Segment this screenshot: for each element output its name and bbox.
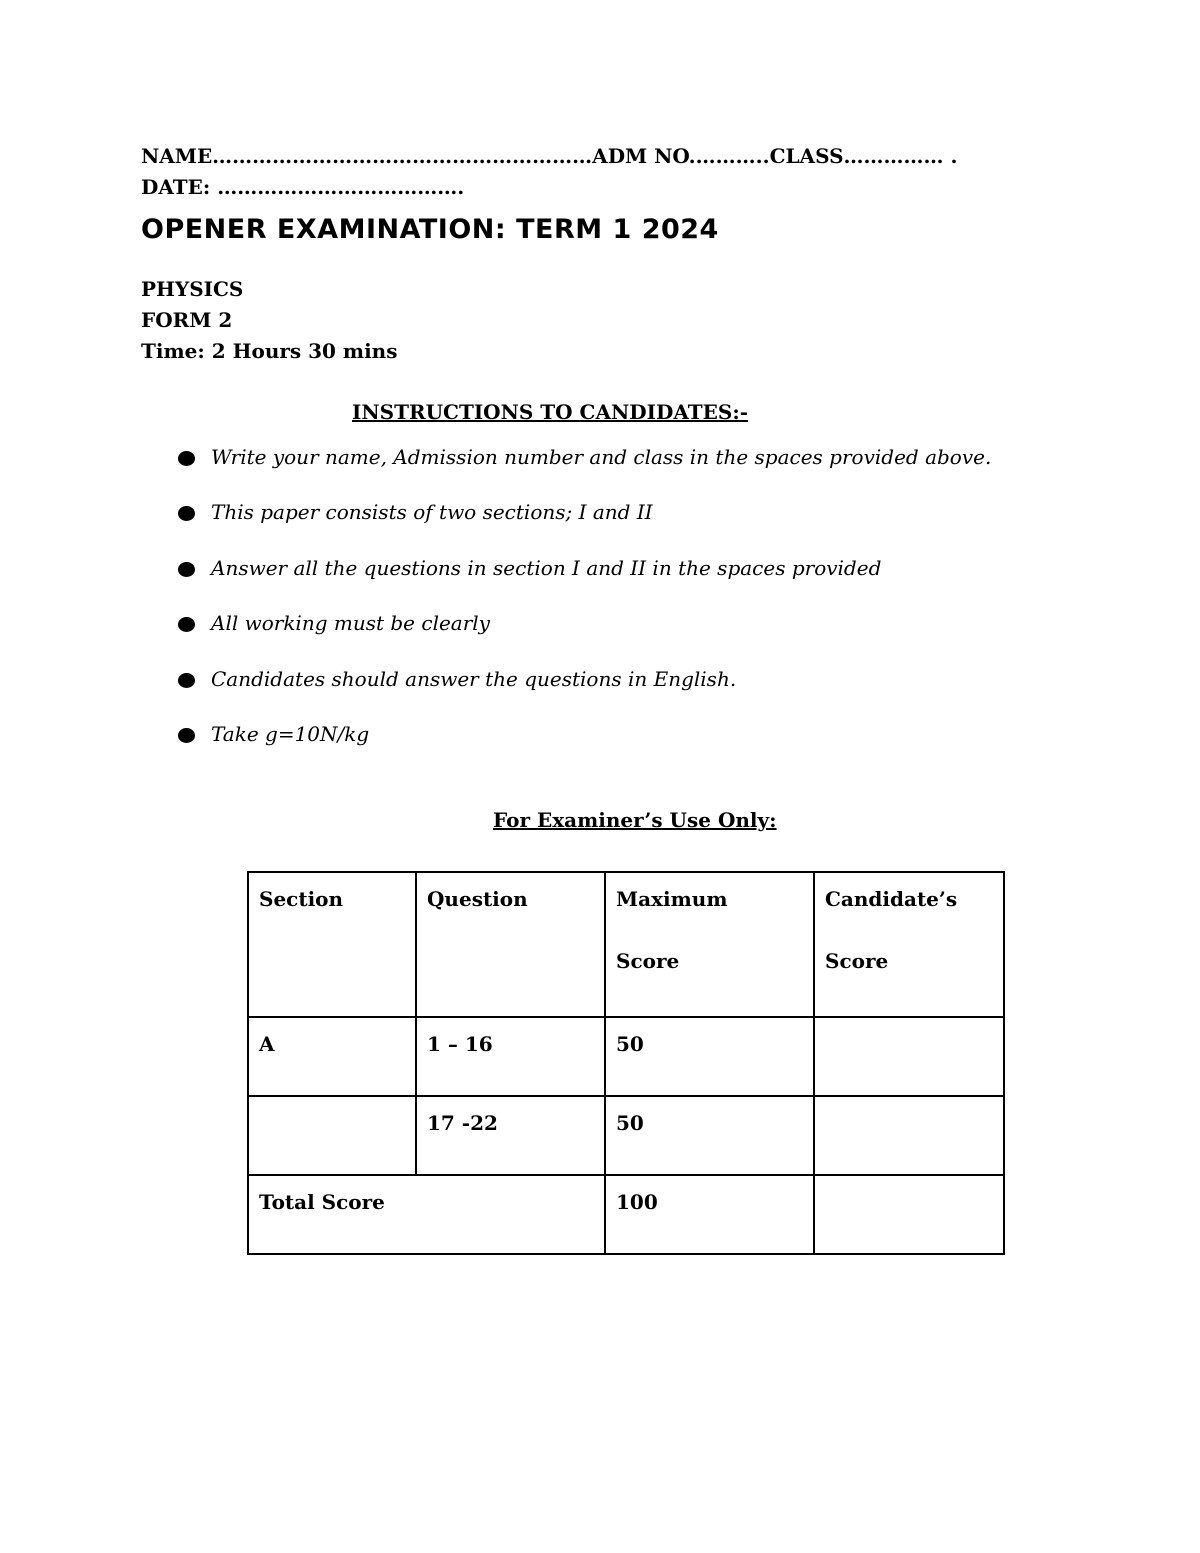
time-label: Time: 2 Hours 30 mins <box>141 339 398 363</box>
bullet-icon <box>178 728 195 743</box>
cell-question: 17 -22 <box>416 1096 605 1175</box>
header-section: Section <box>248 872 416 1017</box>
bullet-icon <box>178 562 195 577</box>
examiner-score-table <box>247 871 1005 1255</box>
date-line: DATE: ………………………………. <box>141 175 465 199</box>
instruction-item <box>178 443 991 498</box>
header-maximum-score: Maximum Score <box>605 872 814 1017</box>
cell-total-max: 100 <box>605 1175 814 1254</box>
header-candidate-score: Candidate’s Score <box>814 872 1004 1017</box>
instruction-item <box>178 498 991 553</box>
instruction-text: This paper consists of two sections; I and II <box>211 500 653 525</box>
bullet-icon <box>178 506 195 521</box>
bullet-icon <box>178 673 195 688</box>
instructions-list <box>178 443 991 775</box>
cell-max-score: 50 <box>605 1096 814 1175</box>
instruction-text: Take g=10N/kg <box>211 721 370 746</box>
cell-max-score: 50 <box>605 1017 814 1096</box>
table-row <box>248 1017 1004 1096</box>
table-row <box>248 1096 1004 1175</box>
instruction-item <box>178 609 991 664</box>
bullet-icon <box>178 617 195 632</box>
instruction-item <box>178 554 991 609</box>
subject-label: PHYSICS <box>141 277 244 301</box>
instruction-text: All working must be clearly <box>211 611 490 636</box>
cell-section: A <box>248 1017 416 1096</box>
cell-section <box>248 1096 416 1175</box>
name-adm-class-line: NAME…………………………………………………ADM NO.………..CLASS…………… . <box>141 144 958 168</box>
instruction-item <box>178 665 991 720</box>
exam-title: OPENER EXAMINATION: TERM 1 2024 <box>141 214 719 245</box>
cell-question: 1 – 16 <box>416 1017 605 1096</box>
instructions-heading: INSTRUCTIONS TO CANDIDATES:- <box>352 400 748 424</box>
instruction-text: Answer all the questions in section I and II in the spaces provided <box>211 555 882 580</box>
header-question: Question <box>416 872 605 1017</box>
instruction-item <box>178 720 991 775</box>
cell-total-candidate[interactable] <box>814 1175 1004 1254</box>
cell-candidate-score[interactable] <box>814 1017 1004 1096</box>
cell-total-label: Total Score <box>248 1175 605 1254</box>
examiner-heading: For Examiner’s Use Only: <box>493 808 777 832</box>
form-label: FORM 2 <box>141 308 233 332</box>
table-header-row <box>248 872 1004 1017</box>
instruction-text: Candidates should answer the questions in English. <box>211 666 737 691</box>
instruction-text: Write your name, Admission number and class in the spaces provided above. <box>211 445 992 469</box>
bullet-icon <box>178 451 195 466</box>
table-total-row <box>248 1175 1004 1254</box>
cell-candidate-score[interactable] <box>814 1096 1004 1175</box>
